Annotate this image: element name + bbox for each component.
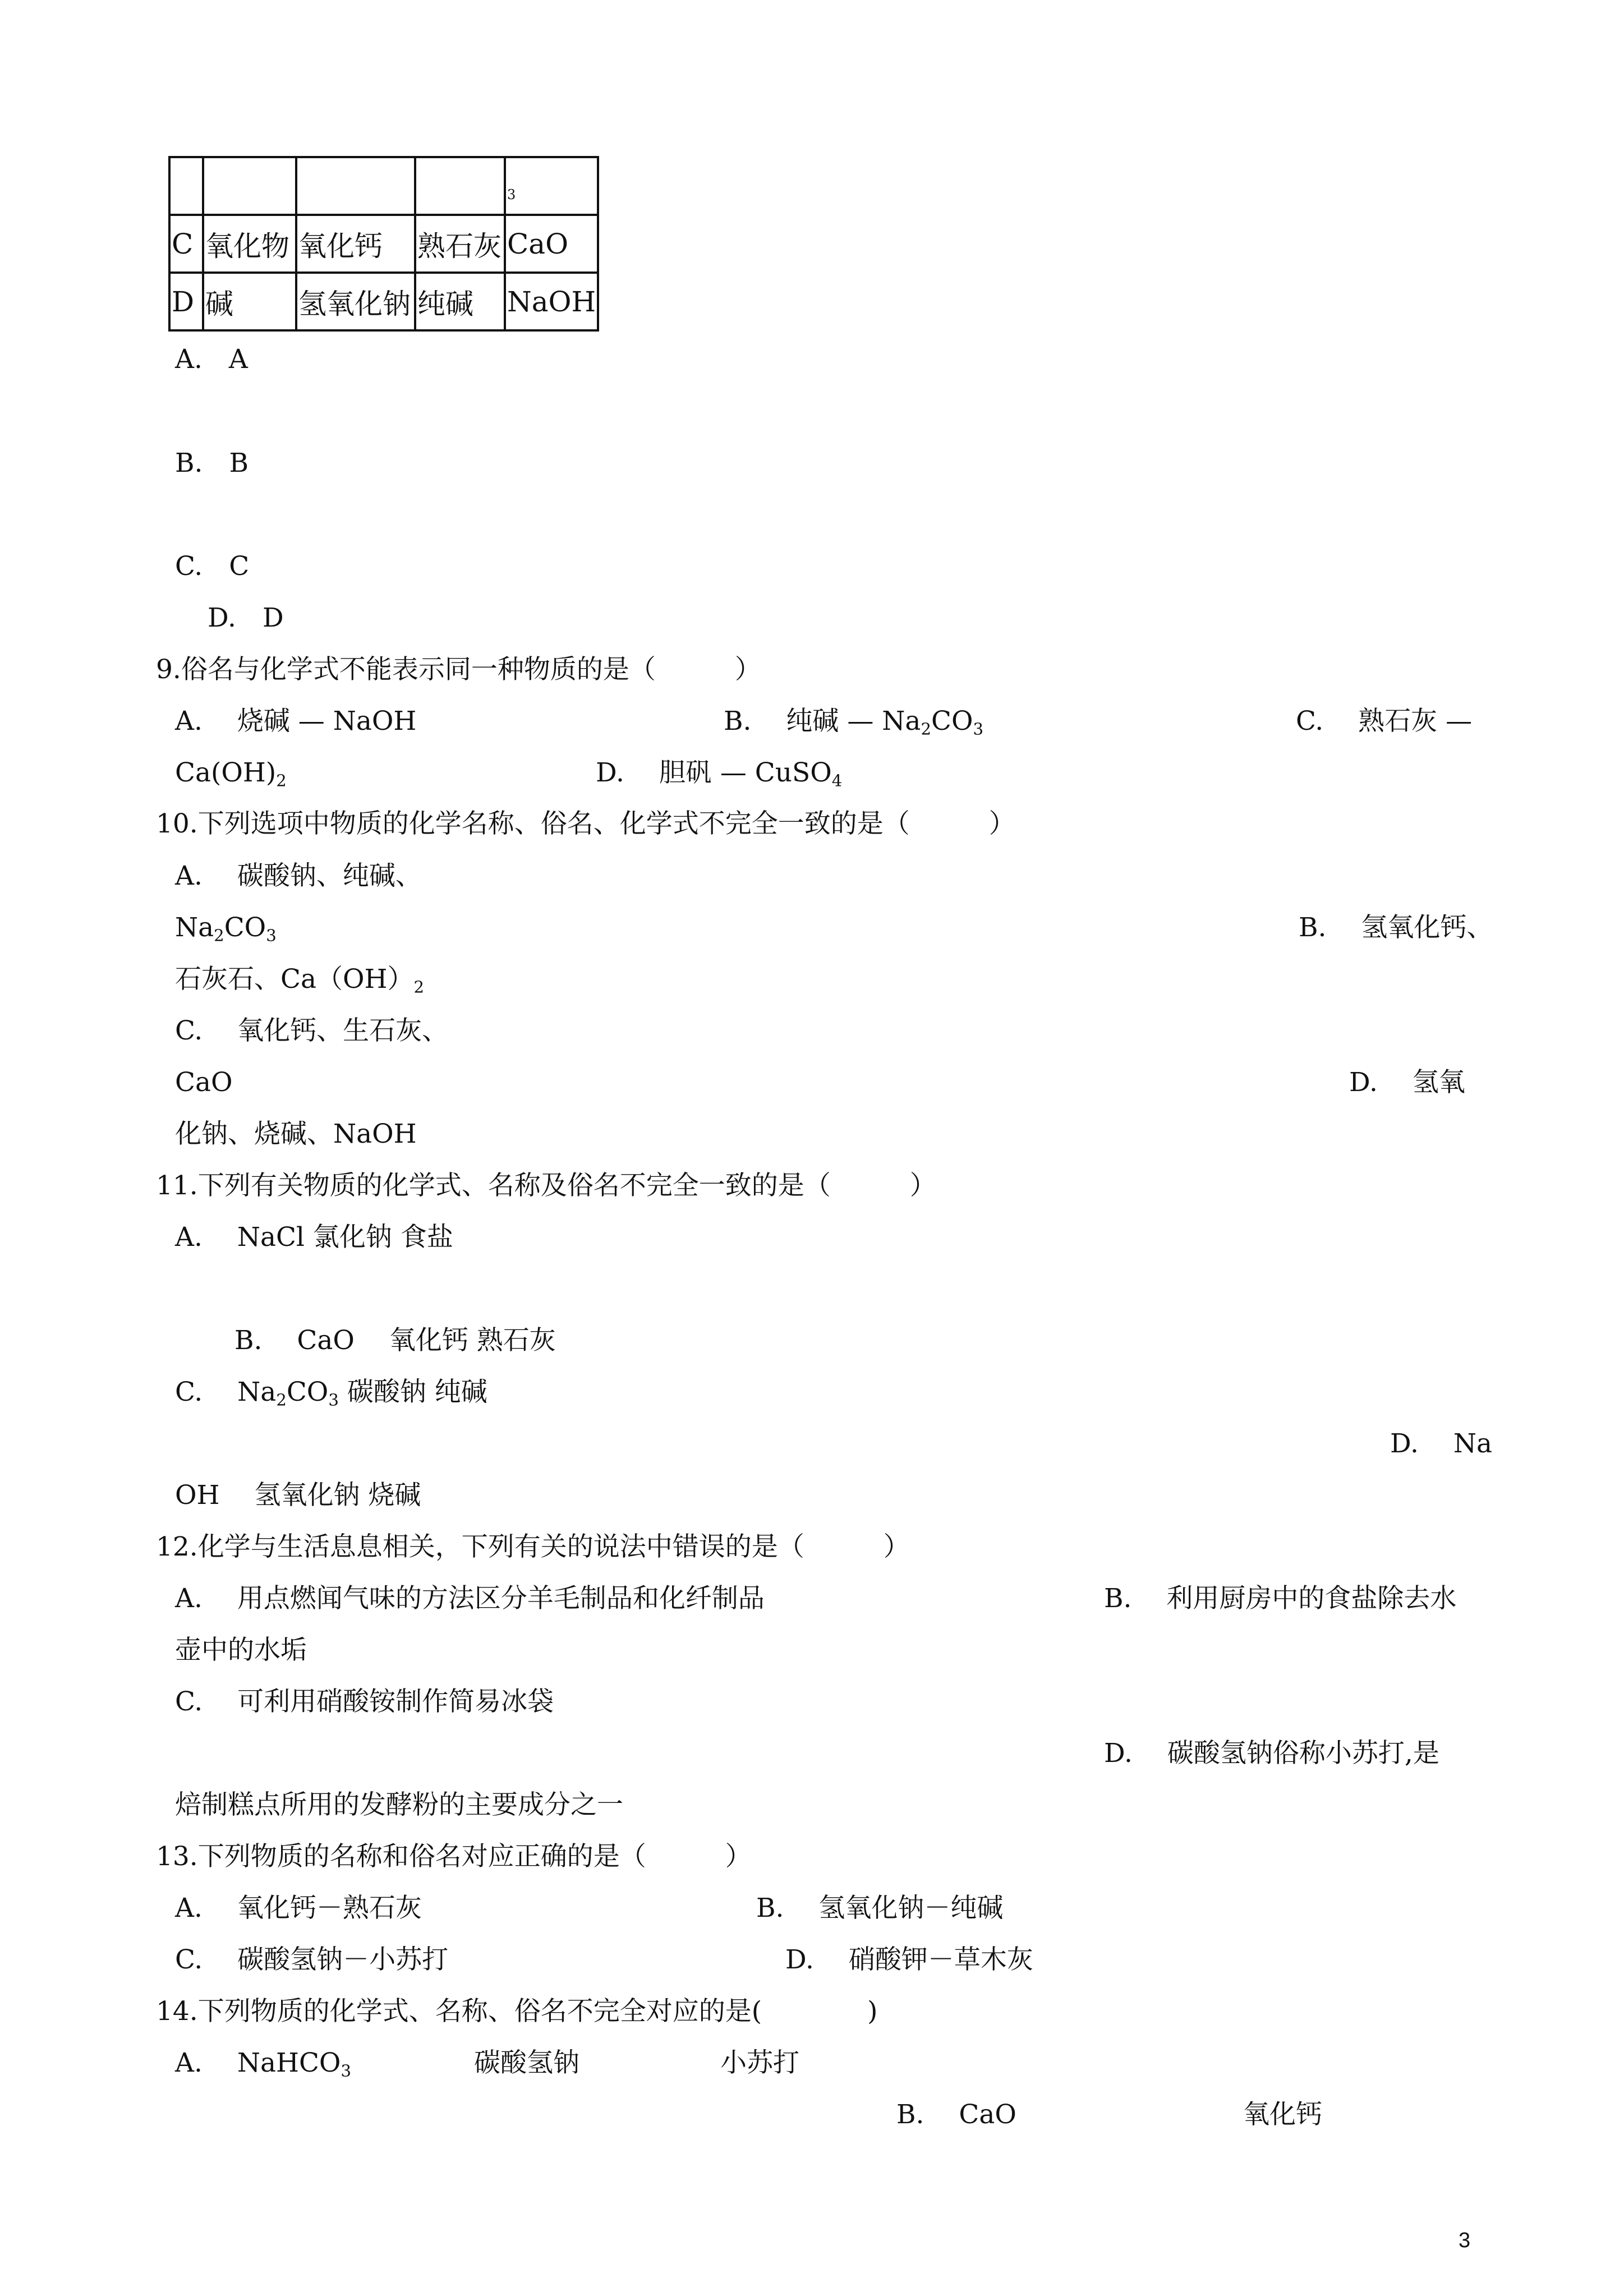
table-cell: [203, 157, 296, 215]
q9-option-c-continuation: $Ca(OH)_2$: [175, 757, 287, 790]
q10-option-b: B. 氢氧化钙、: [1299, 912, 1493, 943]
q12-option-d-continuation: 焙制糕点所用的发酵粉的主要成分之一: [175, 1789, 623, 1820]
q13-option-a: A. 氧化钙－熟石灰: [175, 1893, 422, 1924]
q12-option-b-continuation: 壶中的水垢: [175, 1635, 307, 1665]
table-cell: 熟石灰: [415, 215, 505, 273]
q10-option-d: D. 氢氧: [1349, 1067, 1465, 1098]
q8-option-b: B. B: [175, 448, 249, 478]
q12-option-a: A. 用点燃闻气味的方法区分羊毛制品和化纤制品: [175, 1583, 765, 1614]
q10-option-a: A. 碳酸钠、纯碱、: [175, 861, 422, 891]
q14-option-b-name: 氧化钙: [1243, 2099, 1322, 2130]
question-14-stem: 14.下列物质的化学式、名称、俗名不完全对应的是( ): [156, 1996, 878, 2027]
q9-option-c: C. 熟石灰 —: [1296, 706, 1473, 737]
table-cell: CaO: [505, 215, 598, 273]
table-cell: [415, 157, 505, 215]
table-cell: 氧化物: [203, 215, 296, 273]
q12-option-c: C. 可利用硝酸铵制作简易冰袋: [175, 1686, 554, 1717]
q8-option-c: C. C: [175, 551, 250, 582]
table-row: [169, 273, 598, 330]
table-cell: 氧化钙: [296, 215, 415, 273]
q10-option-b-continuation: 石灰石、$Ca(OH)_2$: [175, 964, 425, 997]
question-11-stem: 11.下列有关物质的化学式、名称及俗名不完全一致的是（ ）: [156, 1170, 936, 1201]
q11-option-b: B. CaO 氧化钙 熟石灰: [234, 1325, 556, 1356]
question-10-stem: 10.下列选项中物质的化学名称、俗名、化学式不完全一致的是（ ）: [156, 808, 1015, 839]
q13-option-b: B. 氢氧化钠－纯碱: [756, 1893, 1004, 1924]
question-9-stem: 9.俗名与化学式不能表示同一种物质的是（ ）: [156, 654, 761, 685]
q9-option-b: B. 纯碱 — $Na_2CO_3$: [724, 706, 984, 739]
q11-option-d-continuation: OH 氢氧化钠 烧碱: [175, 1480, 421, 1511]
table-row: [169, 215, 598, 273]
q8-option-a: A. A: [175, 344, 248, 375]
table-cell: 纯碱: [415, 273, 505, 330]
table-cell-text: 3: [507, 186, 516, 203]
q13-option-d: D. 硝酸钾－草木灰: [785, 1944, 1033, 1975]
q9-option-d: D. 胆矾 — CuSO$_4$: [596, 757, 843, 790]
question-13-stem: 13.下列物质的名称和俗名对应正确的是（ ）: [156, 1841, 752, 1872]
q10-option-c: C. 氧化钙、生石灰、: [175, 1015, 449, 1046]
q14-option-b-formula: B. CaO: [896, 2099, 1016, 2130]
q10-option-d-continuation: 化钠、烧碱、NaOH: [175, 1119, 417, 1149]
table-cell: [169, 157, 203, 215]
q10-option-a-continuation: $Na_2CO_3$: [175, 912, 277, 945]
q14-option-a-name: 碳酸氢钠: [474, 2047, 579, 2078]
table-cell: [505, 157, 598, 215]
q10-option-c-continuation: CaO: [175, 1067, 233, 1098]
table-cell: [296, 157, 415, 215]
q14-option-a-formula: A. NaHCO$_3$: [175, 2047, 351, 2081]
answer-table: [168, 156, 599, 332]
q14-option-a-common-name: 小苏打: [720, 2047, 799, 2078]
q11-option-c: C. $Na_2CO_3$ 碳酸钠 纯碱: [175, 1377, 487, 1410]
table-cell: 碱: [203, 273, 296, 330]
table-row: [169, 157, 598, 215]
table-cell: C: [169, 215, 203, 273]
q8-option-d: D. D: [208, 602, 284, 633]
q9-option-a: A. 烧碱 — NaOH: [175, 706, 417, 737]
question-12-stem: 12.化学与生活息息相关，下列有关的说法中错误的是（ ）: [156, 1531, 910, 1562]
page-number: 3: [1459, 2229, 1471, 2252]
table-cell: NaOH: [505, 273, 598, 330]
q12-option-d: D. 碳酸氢钠俗称小苏打,是: [1104, 1738, 1439, 1769]
q13-option-c: C. 碳酸氢钠－小苏打: [175, 1944, 449, 1975]
q11-option-d: D. Na: [1390, 1428, 1493, 1459]
q12-option-b: B. 利用厨房中的食盐除去水: [1104, 1583, 1457, 1614]
table-cell: 氢氧化钠: [296, 273, 415, 330]
q11-option-a: A. NaCl 氯化钠 食盐: [175, 1222, 453, 1253]
table-cell: D: [169, 273, 203, 330]
